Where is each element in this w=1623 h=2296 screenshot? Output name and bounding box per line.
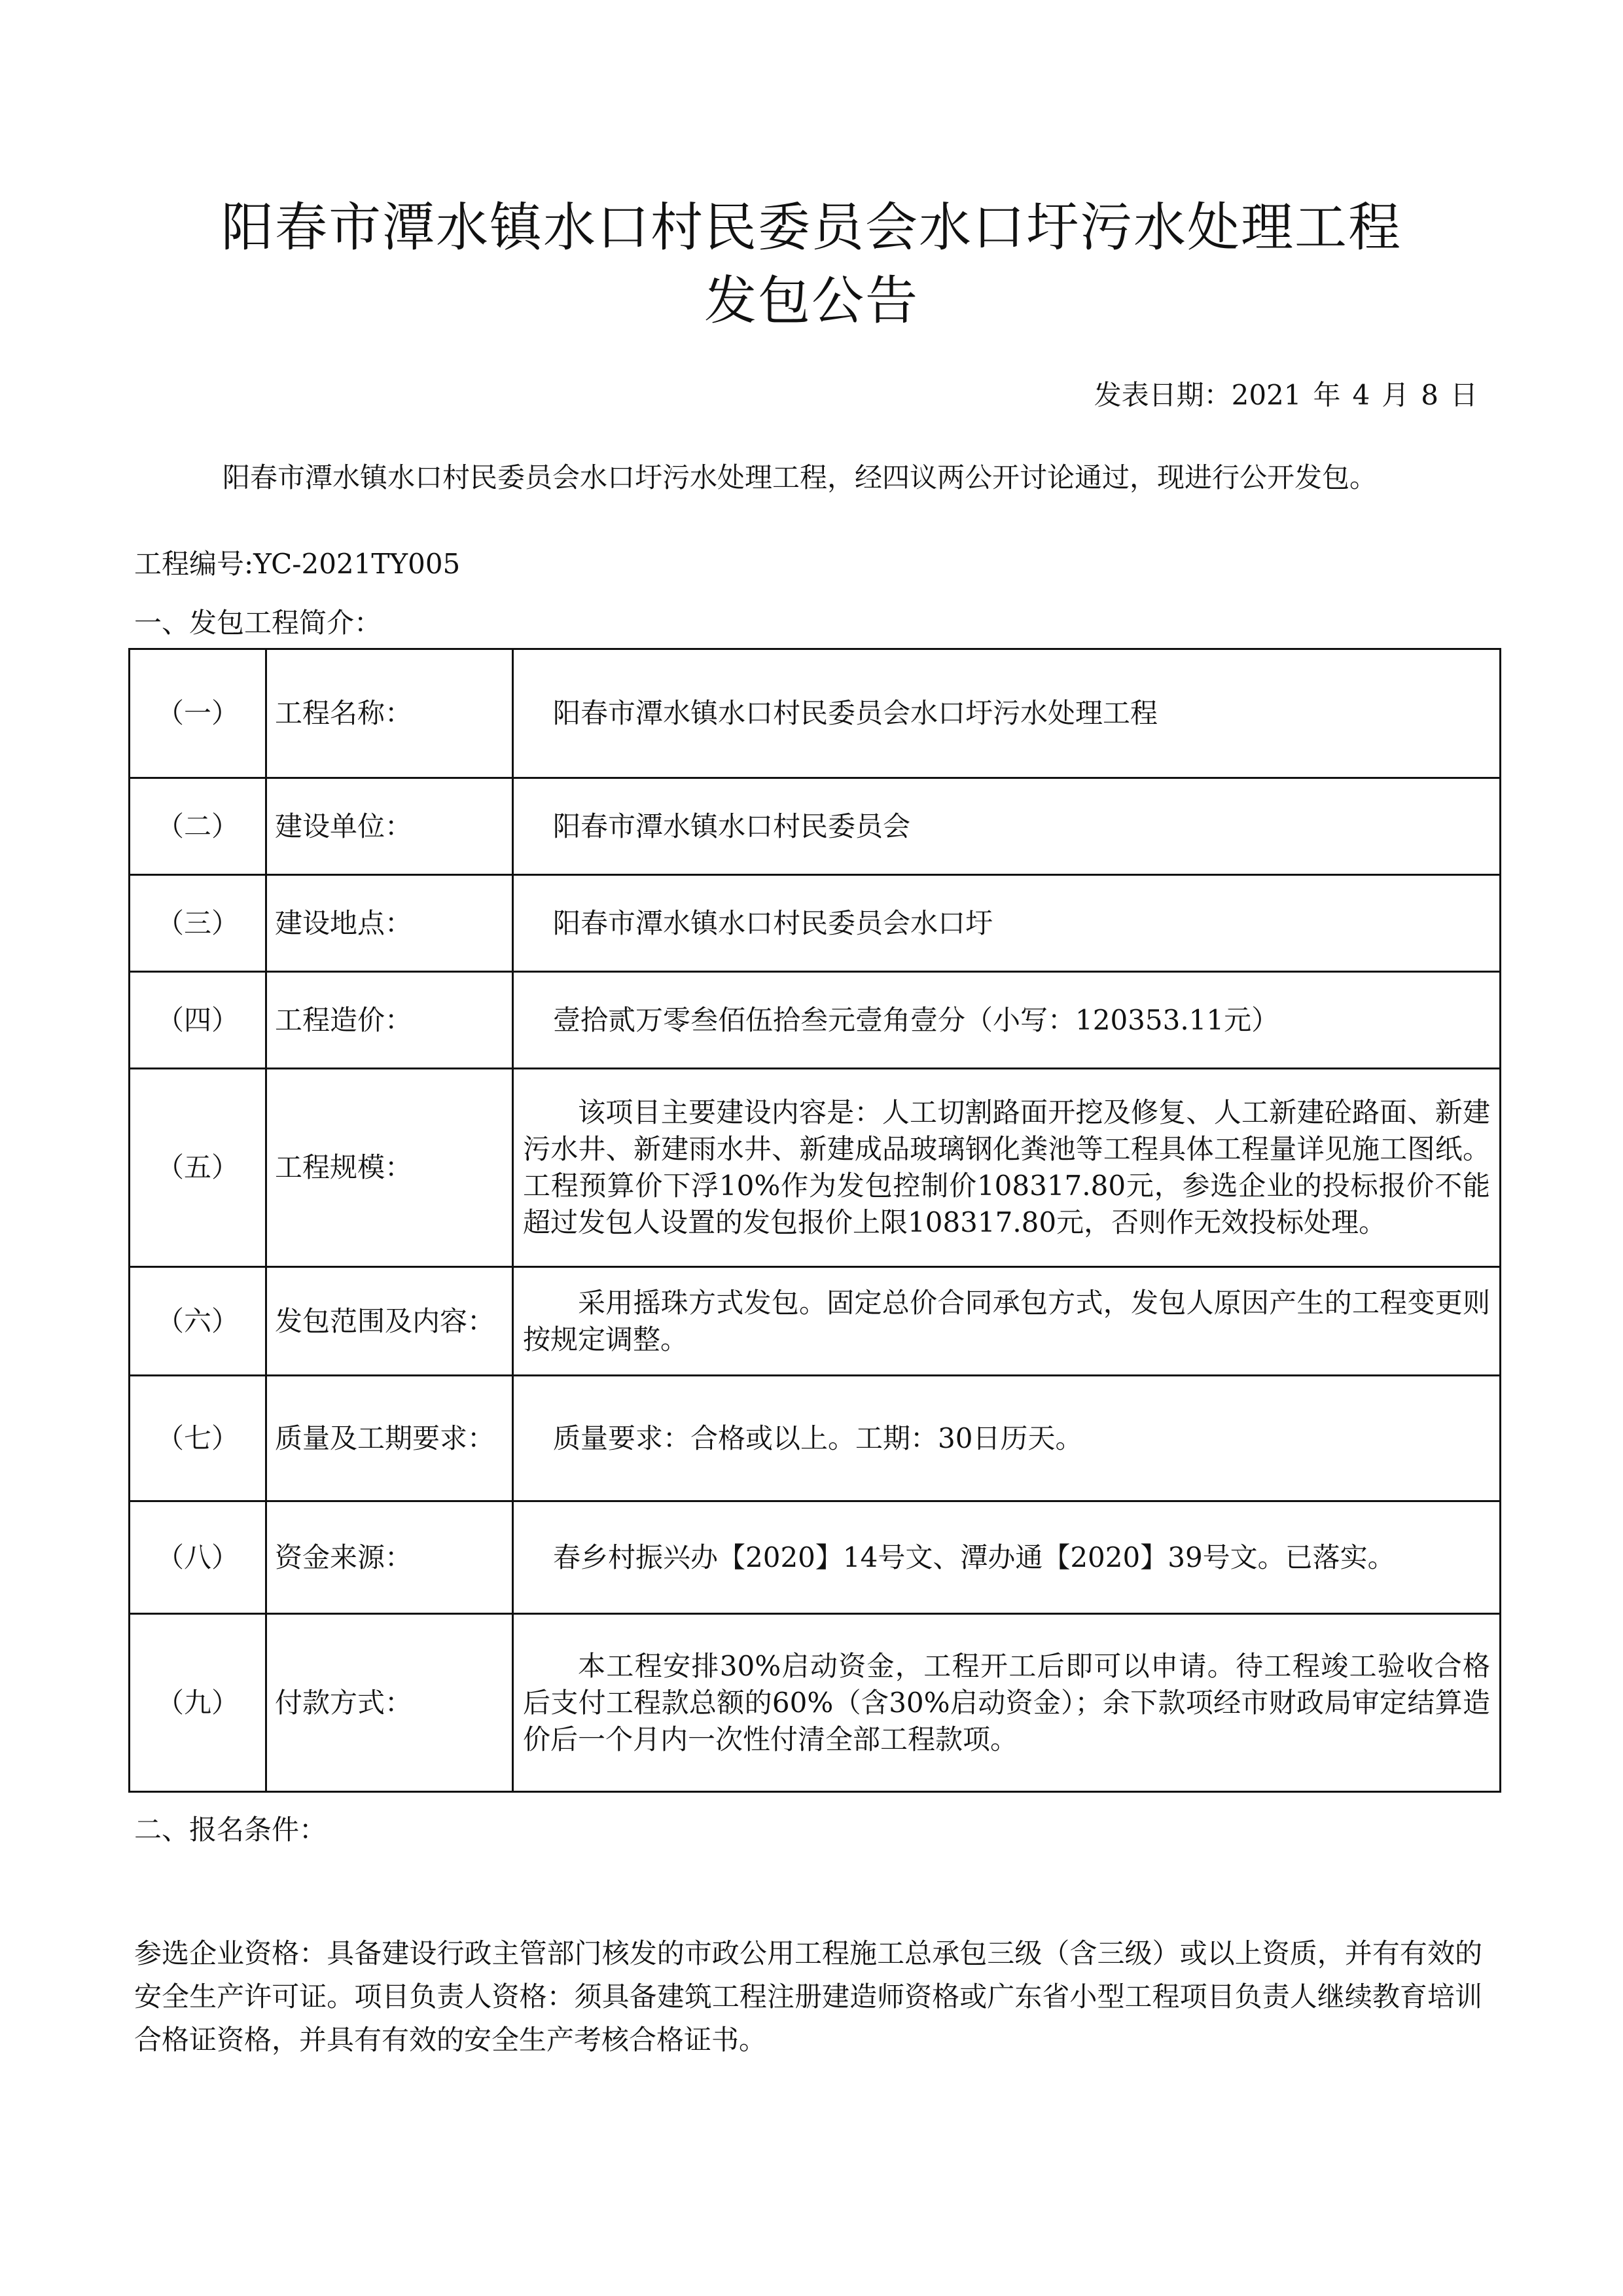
row-value <box>513 1267 1501 1376</box>
date-day: 8 <box>1421 379 1438 411</box>
row-number: （三） <box>130 875 266 972</box>
row-label: 工程规模： <box>266 1069 513 1267</box>
row-label: 工程名称： <box>266 649 513 778</box>
row-number: （五） <box>130 1069 266 1267</box>
table-row <box>130 1501 1501 1614</box>
title-line-2: 发包公告 <box>704 270 919 331</box>
project-number: 工程编号:YC-2021TY005 <box>134 548 461 580</box>
row-value: 壹拾贰万零叁佰伍拾叁元壹角壹分（小写：120353.11元） <box>513 972 1501 1069</box>
date-label: 发表日期： <box>1094 379 1232 411</box>
table-row <box>130 649 1501 778</box>
table-row <box>130 875 1501 972</box>
table-row <box>130 1614 1501 1792</box>
row-value: 阳春市潭水镇水口村民委员会水口圩污水处理工程 <box>513 649 1501 778</box>
row-label: 质量及工期要求： <box>266 1376 513 1501</box>
row-value-text: 采用摇珠方式发包。固定总价合同承包方式，发包人原因产生的工程变更则按规定调整。 <box>523 1286 1490 1355</box>
qualifications-paragraph: 参选企业资格：具备建设行政主管部门核发的市政公用工程施工总承包三级（含三级）或以上资质，并有有效的安全生产许可证。项目负责人资格：须具备建筑工程注册建造师资格或广东省小型工程项目负责人继续教育培训合格证资格，并具有有效的安全生产考核合格证书。 <box>134 1937 1482 2056</box>
row-number: （一） <box>130 649 266 778</box>
section-heading-registration: 二、报名条件： <box>134 1814 327 1846</box>
row-value: 阳春市潭水镇水口村民委员会 <box>513 778 1501 875</box>
row-value-text: 本工程安排30%启动资金，工程开工后即可以申请。待工程竣工验收合格后支付工程款总额的60%（含30%启动资金）；余下款项经市财政局审定结算造价后一个月内一次性付清全部工程款项。 <box>523 1649 1490 1755</box>
row-label: 工程造价： <box>266 972 513 1069</box>
document-title <box>0 191 1623 338</box>
row-number: （四） <box>130 972 266 1069</box>
table-row <box>130 972 1501 1069</box>
title-line-1: 阳春市潭水镇水口村民委员会水口圩污水处理工程 <box>221 197 1402 258</box>
table-row <box>130 778 1501 875</box>
table-row <box>130 1376 1501 1501</box>
row-number: （八） <box>130 1501 266 1614</box>
row-value: 阳春市潭水镇水口村民委员会水口圩 <box>513 875 1501 972</box>
date-month-unit: 月 <box>1382 379 1410 411</box>
project-info-table <box>128 648 1501 1793</box>
intro-paragraph: 阳春市潭水镇水口村民委员会水口圩污水处理工程，经四议两公开讨论通过，现进行公开发包。 <box>223 461 1378 493</box>
row-label: 建设地点： <box>266 875 513 972</box>
row-number: （七） <box>130 1376 266 1501</box>
row-number: （九） <box>130 1614 266 1792</box>
row-value-text: 该项目主要建设内容是：人工切割路面开挖及修复、人工新建砼路面、新建污水井、新建雨水井、新建成品玻璃钢化粪池等工程具体工程量详见施工图纸。工程预算价下浮10%作为发包控制价108317.80元，参选企业的投标报价不能超过发包人设置的发包报价上限108317.80元，否则作无效投标处理。 <box>523 1096 1490 1238</box>
row-number: （六） <box>130 1267 266 1376</box>
row-value <box>513 1614 1501 1792</box>
date-year: 2021 <box>1231 379 1302 411</box>
table-row <box>130 1069 1501 1267</box>
row-value: 春乡村振兴办【2020】14号文、潭办通【2020】39号文。已落实。 <box>513 1501 1501 1614</box>
table-row <box>130 1267 1501 1376</box>
date-day-unit: 日 <box>1450 379 1478 411</box>
row-number: （二） <box>130 778 266 875</box>
row-value <box>513 1069 1501 1267</box>
date-month: 4 <box>1352 379 1370 411</box>
publish-date <box>982 376 1478 415</box>
row-label: 建设单位： <box>266 778 513 875</box>
row-label: 付款方式： <box>266 1614 513 1792</box>
section-heading-overview: 一、发包工程简介： <box>134 607 382 639</box>
row-label: 发包范围及内容： <box>266 1267 513 1376</box>
date-year-unit: 年 <box>1313 379 1341 411</box>
row-label: 资金来源： <box>266 1501 513 1614</box>
row-value: 质量要求：合格或以上。工期：30日历天。 <box>513 1376 1501 1501</box>
